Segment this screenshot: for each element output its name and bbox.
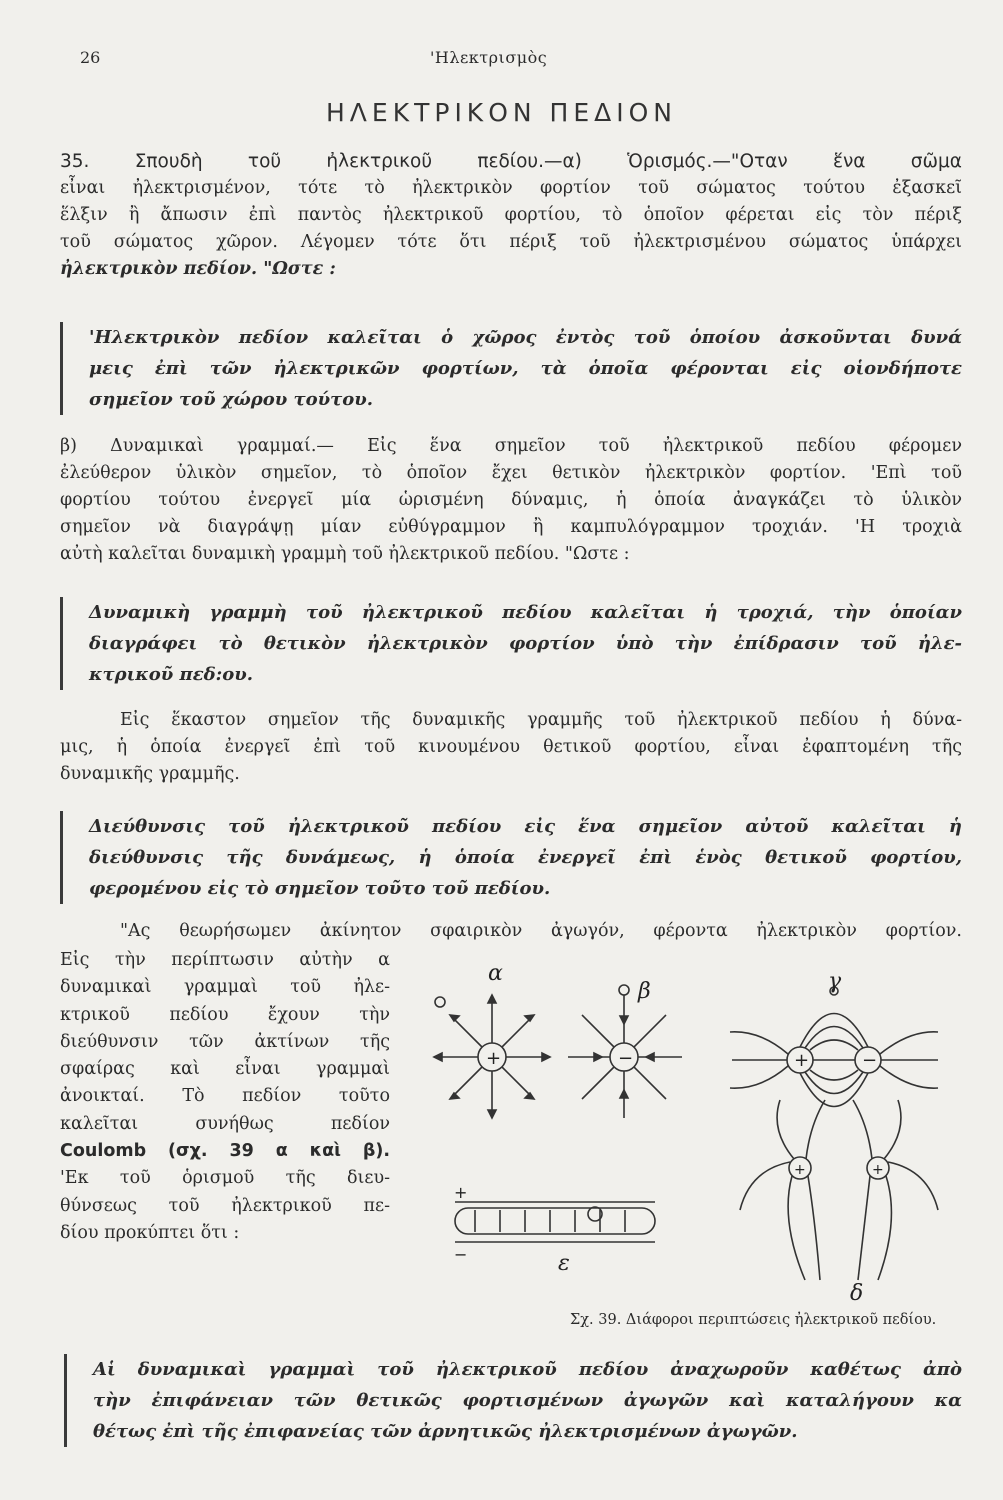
text-line: θέτως ἐπὶ τῆς ἐπιφανείας τῶν ἀρνητικῶς ἠλεκτρισμένων ἀγωγῶν. — [93, 1421, 798, 1442]
text-line: ἐλεύθερον ὑλικὸν σημεῖον, τὸ ὁποῖον ἔχει θετικὸν ἠλεκτρικὸν φορτίον. 'Επὶ τοῦ — [60, 463, 962, 483]
section-title: ΗΛΕΚΤΡΙΚΟΝ ΠΕΔΙΟΝ — [326, 98, 677, 127]
text-line: εἶναι ἠλεκτρισμένον, τότε τὸ ἠλεκτρικὸν φορτίον τοῦ σώματος τούτου ἐξασκεῖ — [60, 178, 962, 198]
definition-box-field-line — [60, 597, 962, 690]
text-line: Διεύθυνσις τοῦ ἠλεκτρικοῦ πεδίου εἰς ἕνα σημεῖον αὐτοῦ καλεῖται ἡ — [89, 816, 962, 837]
paragraph-35-definition — [60, 148, 962, 283]
text-line: σημεῖον νὰ διαγράψῃ μίαν εὐθύγραμμον ἢ καμπυλόγραμμον τροχιάν. 'Η τροχιὰ — [60, 517, 962, 537]
label-alpha: α — [488, 961, 503, 986]
text-line: 35. Σπουδὴ τοῦ ἠλεκτρικοῦ πεδίου.—α) Ὁρισμός.—"Οταν ἕνα σῶμα — [60, 151, 962, 172]
text-line: μεις ἐπὶ τῶν ἠλεκτρικῶν φορτίων, τὰ ὁποῖα φέρονται εἰς οἱονδήποτε — [89, 358, 962, 379]
plus-sign: + — [454, 1183, 468, 1202]
plus-sign: + — [794, 1162, 806, 1178]
text-line: ἕλξιν ἢ ἄπωσιν ἐπὶ παντὸς ἠλεκτρικοῦ φορτίου, τὸ ὁποῖον φέρεται εἰς τὸν πέριξ — [60, 205, 962, 225]
summary-box-conductors — [64, 1354, 962, 1447]
plus-sign: + — [872, 1162, 884, 1178]
text-line: κτρικοῦ πεδίου ἔχουν τὴν — [60, 1004, 390, 1025]
text-line: φορτίου τούτου ἐνεργεῖ μία ὡρισμένη δύναμις, ἡ ὁποία ἀναγκάζει τὸ ὑλικὸν — [60, 490, 962, 510]
text-line: Εἰς ἕκαστον σημεῖον τῆς δυναμικῆς γραμμῆς τοῦ ἠλεκτρικοῦ πεδίου ἡ δύνα- — [120, 710, 962, 730]
text-line: διεύθυνσις τῆς δυνάμεως, ἡ ὁποία ἐνεργεῖ ἐπὶ ἑνὸς θετικοῦ φορτίου, — [89, 847, 962, 868]
diagram-delta-like-charges — [740, 1100, 938, 1280]
definition-box-electric-field — [60, 322, 962, 415]
text-line: σημεῖον τοῦ χώρου τούτου. — [89, 389, 374, 410]
text-line: τοῦ σώματος χῶρον. Λέγομεν τότε ὅτι πέριξ τοῦ ἠλεκτρισμένου σώματος ὑπάρχει — [60, 232, 962, 252]
figure-caption: Σχ. 39. Διάφοροι περιπτώσεις ἠλεκτρικοῦ πεδίου. — [570, 1312, 937, 1328]
text-line: ἠλεκτρικὸν πεδίον. "Ωστε : — [60, 259, 336, 279]
plus-sign: + — [794, 1050, 810, 1071]
text-line: θύνσεως τοῦ ἠλεκτρικοῦ πε- — [60, 1195, 390, 1216]
minus-sign: − — [862, 1050, 878, 1071]
text-line: "Ας θεωρήσωμεν ἀκίνητον σφαιρικὸν ἀγωγόν, φέροντα ἠλεκτρικὸν φορτίον. — [120, 921, 962, 941]
plus-sign: + — [486, 1048, 502, 1069]
figure-39-field-diagrams — [410, 960, 970, 1310]
text-line: κτρικοῦ πεδ:ου. — [89, 664, 254, 685]
text-line: ἀνοικταί. Τὸ πεδίον τοῦτο — [60, 1086, 390, 1107]
text-line: αὐτὴ καλεῖται δυναμικὴ γραμμὴ τοῦ ἠλεκτρικοῦ πεδίου. "Ωστε : — [60, 544, 630, 564]
label-beta: β — [638, 979, 651, 1004]
text-line: Δυναμικὴ γραμμὴ τοῦ ἠλεκτρικοῦ πεδίου καλεῖται ἡ τροχιά, τὴν ὁποίαν — [89, 602, 962, 623]
text-line: διεύθυνσιν τῶν ἀκτίνων τῆς — [60, 1031, 390, 1052]
text-line: δυναμικῆς γραμμῆς. — [60, 764, 240, 784]
label-gamma: γ — [828, 969, 842, 994]
label-epsilon: ε — [558, 1251, 570, 1276]
text-line: σφαίρας καὶ εἶναι γραμμαὶ — [60, 1059, 390, 1080]
text-line: δυναμικαὶ γραμμαὶ τοῦ ἠλε- — [60, 977, 390, 998]
text-line: δίου προκύπτει ὅτι : — [60, 1222, 240, 1243]
label-delta: δ — [850, 1281, 864, 1306]
definition-box-field-direction — [60, 811, 962, 904]
paragraph-coulomb-field — [60, 947, 390, 1247]
text-line: β) Δυναμικαὶ γραμμαί.— Εἰς ἕνα σημεῖον τοῦ ἠλεκτρικοῦ πεδίου φέρομεν — [60, 436, 962, 456]
diagram-gamma-dipole — [730, 987, 938, 1107]
text-line: Αἱ δυναμικαὶ γραμμαὶ τοῦ ἠλεκτρικοῦ πεδίου ἀναχωροῦν καθέτως ἀπὸ — [93, 1359, 962, 1380]
text-line: φερομένου εἰς τὸ σημεῖον τοῦτο τοῦ πεδίου. — [89, 878, 551, 899]
text-line: Εἰς τὴν περίπτωσιν αὐτὴν α — [60, 950, 390, 970]
minus-sign: − — [454, 1245, 468, 1264]
text-line: μις, ἡ ὁποία ἐνεργεῖ ἐπὶ τοῦ κινουμένου θετικοῦ φορτίου, εἶναι ἐφαπτομένη τῆς — [60, 737, 962, 757]
paragraph-tangent — [60, 707, 962, 788]
page-number: 26 — [80, 48, 101, 67]
paragraph-field-lines — [60, 433, 962, 568]
text-line: 'Ηλεκτρικὸν πεδίον καλεῖται ὁ χῶρος ἐντὸς τοῦ ὁποίου ἀσκοῦνται δυνά — [89, 327, 962, 348]
text-line: καλεῖται συνήθως πεδίον — [60, 1113, 390, 1134]
text-line: Coulomb (σχ. 39 α καὶ β). — [60, 1141, 390, 1162]
text-line: διαγράφει τὸ θετικὸν ἠλεκτρικὸν φορτίον ὑπὸ τὴν ἐπίδρασιν τοῦ ἠλε- — [89, 633, 962, 654]
text-line: 'Εκ τοῦ ὁρισμοῦ τῆς διευ- — [60, 1168, 390, 1189]
diagram-epsilon-capacitor — [455, 1202, 655, 1242]
paragraph-sphere-intro — [60, 918, 962, 945]
minus-sign: − — [618, 1048, 634, 1069]
text-line: τὴν ἐπιφάνειαν τῶν θετικῶς φορτισμένων ἀγωγῶν καὶ καταλήγουν κα — [93, 1390, 962, 1411]
running-head: 'Ηλεκτρισμὸς — [430, 48, 548, 67]
